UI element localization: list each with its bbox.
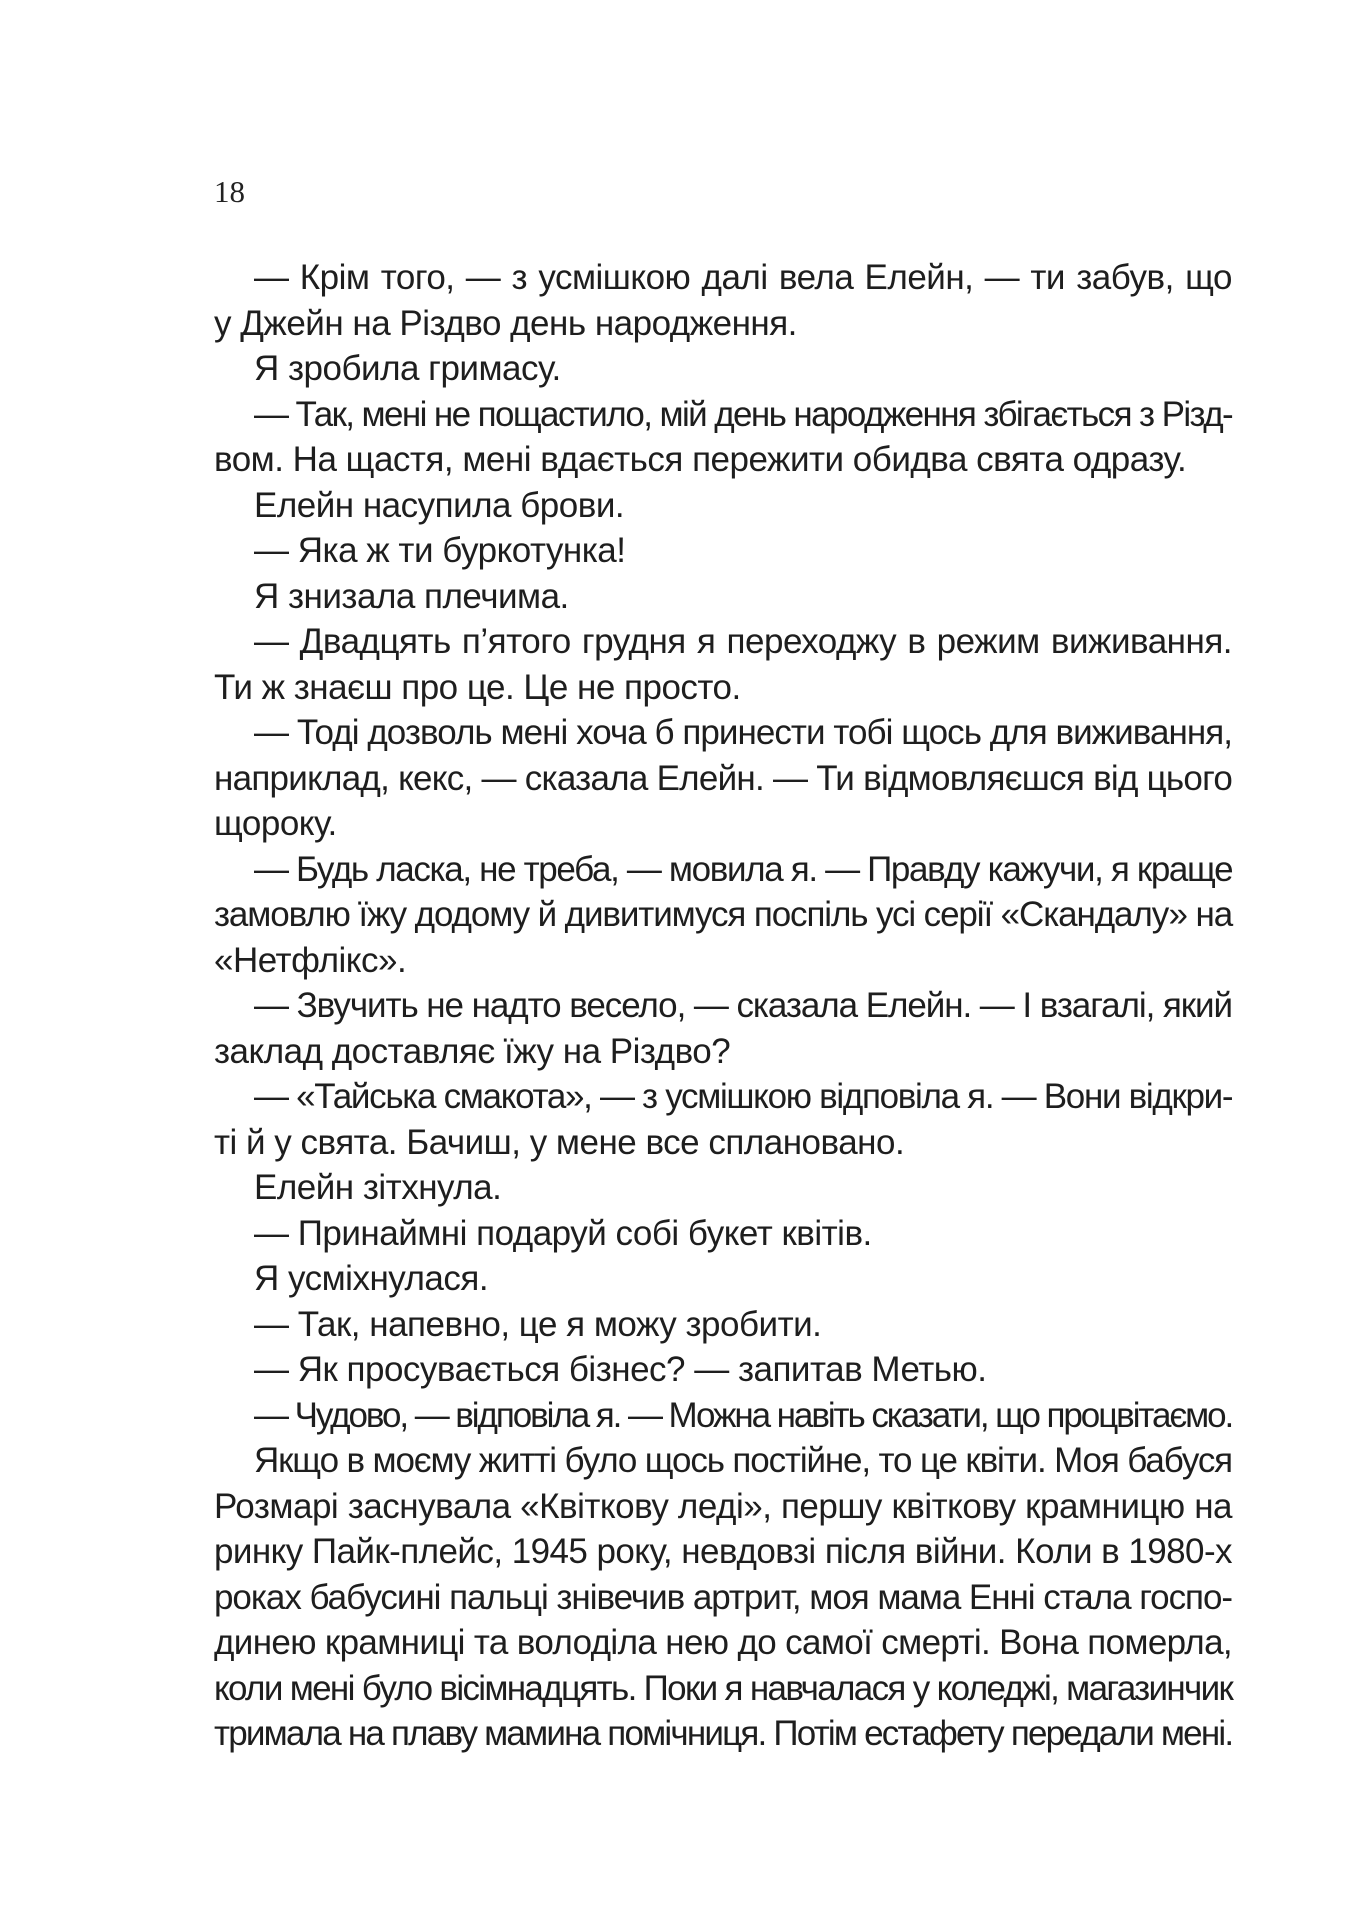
page-number: 18 — [214, 174, 245, 209]
text-line: — Так, напевно, це я можу зробити. — [254, 1304, 822, 1344]
text-line: ті й у свята. Бачиш, у мене все сплановано. — [214, 1122, 905, 1162]
text-line: — «Тайська смакота», — з усмішкою відповіла я. — Вони відкри- — [254, 1077, 1233, 1116]
text-line: щороку. — [214, 804, 337, 843]
text-line: Елейн зітхнула. — [254, 1168, 502, 1207]
text-line: Якщо в моєму житті було щось постійне, то це квіти. Моя бабуся — [254, 1441, 1232, 1480]
text-line: ринку Пайк-плейс, 1945 року, невдовзі після війни. Коли в 1980-х — [214, 1532, 1232, 1571]
text-line: — Двадцять п’ятого грудня я переходжу в режим виживання. — [254, 622, 1232, 661]
text-line: Ти ж знаєш про це. Це не просто. — [214, 667, 741, 707]
text-line: — Тоді дозволь мені хоча б принести тобі щось для виживання, — [254, 713, 1232, 752]
text-line: — Чудово, — відповіла я. — Можна навіть сказати, що процвітаємо. — [254, 1395, 1233, 1435]
text-line: «Нетфлікс». — [214, 940, 407, 980]
text-line: тримала на плаву мамина помічниця. Потім естафету передали мені. — [214, 1714, 1233, 1753]
text-line: Елейн насупила брови. — [254, 485, 625, 525]
text-line: Я зробила гримасу. — [254, 349, 561, 388]
text-line: Я усміхнулася. — [254, 1259, 489, 1298]
text-line: — Так, мені не пощастило, мій день народження збігається з Різд- — [254, 394, 1233, 434]
text-line: наприклад, кекс, — сказала Елейн. — Ти відмовляєшся від цього — [214, 758, 1233, 798]
text-line: заклад доставляє їжу на Різдво? — [214, 1031, 731, 1071]
text-line: — Яка ж ти буркотунка! — [254, 531, 626, 570]
body-text — [214, 255, 1232, 1757]
text-line: вом. На щастя, мені вдається пережити обидва свята одразу. — [214, 440, 1187, 479]
text-line: роках бабусині пальці знівечив артрит, моя мама Енні стала госпо- — [214, 1577, 1232, 1617]
text-line: — Принаймні подаруй собі букет квітів. — [254, 1213, 872, 1253]
text-line: коли мені було вісімнадцять. Поки я навчалася у коледжі, магазинчик — [214, 1668, 1233, 1708]
text-line: динею крамниці та володіла нею до самої смерті. Вона померла, — [214, 1623, 1232, 1662]
text-line: — Як просувається бізнес? — запитав Метью. — [254, 1350, 987, 1389]
text-line: у Джейн на Різдво день народження. — [214, 303, 797, 343]
text-line: — Будь ласка, не треба, — мовила я. — Правду кажучи, я краще — [254, 849, 1233, 889]
text-line: Розмарі заснувала «Квіткову леді», першу квіткову крамницю на — [214, 1486, 1232, 1526]
text-line: — Звучить не надто весело, — сказала Елейн. — І взагалі, який — [254, 986, 1232, 1025]
text-line: замовлю їжу додому й дивитимуся поспіль усі серії «Скандалу» на — [214, 895, 1233, 934]
text-line: Я знизала плечима. — [254, 576, 569, 616]
text-line: — Крім того, — з усмішкою далі вела Елейн, — ти забув, що — [254, 258, 1232, 297]
